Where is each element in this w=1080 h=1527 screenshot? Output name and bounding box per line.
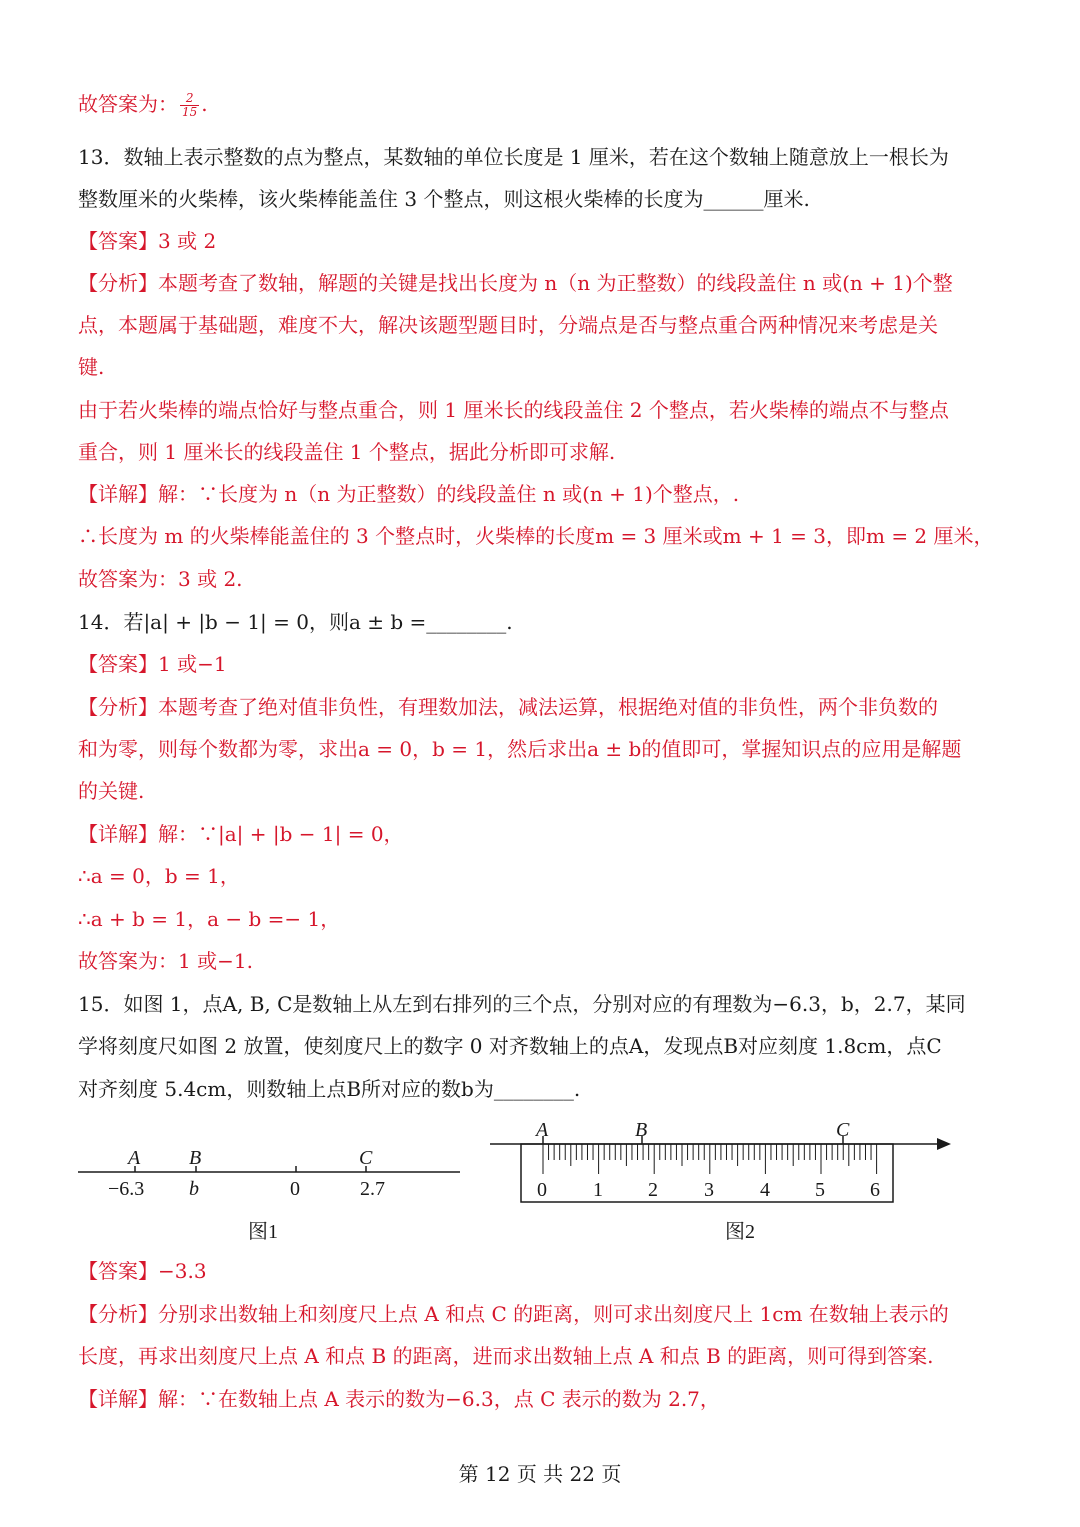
line-text: 【详解】解：∵在数轴上点 A 表示的数为−6.3，点 C 表示的数为 2.7， xyxy=(78,1387,720,1411)
line-text: 【详解】解：∵长度为 n（n 为正整数）的线段盖住 n 或(n + 1)个整点，. xyxy=(78,482,740,506)
text-line xyxy=(78,1342,1008,1370)
ruler-num-5: 5 xyxy=(815,1179,825,1201)
ruler-num-0: 0 xyxy=(537,1179,547,1201)
ruler-num-2: 2 xyxy=(648,1179,658,1201)
fraction-denominator: 15 xyxy=(182,105,198,119)
text-line xyxy=(78,396,1008,424)
line-text: ∴长度为 m 的火柴棒能盖住的 3 个整点时，火柴棒的长度m = 3 厘米或m + 1 = 3，即m = 2 厘米， xyxy=(78,524,994,548)
line-text: 【答案】3 或 2 xyxy=(78,229,217,253)
text-line xyxy=(78,1075,1008,1103)
line-text: 故答案为：3 或 2. xyxy=(78,567,243,591)
ruler-ticks xyxy=(543,1144,877,1174)
line-text: 15．如图 1，点A, B, C是数轴上从左到右排列的三个点，分别对应的有理数为−6.3，b，2.7，某同 xyxy=(78,992,966,1016)
text-line xyxy=(78,480,1008,508)
text-line xyxy=(78,608,1008,636)
line-text: 故答案为：1 或−1. xyxy=(78,949,253,973)
text-line xyxy=(78,905,1008,933)
text-line xyxy=(78,1385,1008,1413)
fig1-caption: 图1 xyxy=(248,1221,278,1243)
text-line xyxy=(78,565,1008,593)
text-line xyxy=(78,185,1008,213)
text-line xyxy=(78,947,1008,975)
line-text: 14．若|a| + |b − 1| = 0，则a ± b =________. xyxy=(78,610,513,634)
line-text: 重合，则 1 厘米长的线段盖住 1 个整点，据此分析即可求解. xyxy=(78,440,616,464)
line-text: 【详解】解：∵|a| + |b − 1| = 0， xyxy=(78,822,404,846)
text-line xyxy=(78,735,1008,763)
fig1-value-b: b xyxy=(189,1178,199,1200)
text-line xyxy=(78,1257,1008,1285)
line-text: ∴a = 0，b = 1， xyxy=(78,864,240,888)
fig2-label-a: A xyxy=(536,1119,549,1141)
text-line xyxy=(78,227,1008,255)
line-text: 由于若火柴棒的端点恰好与整点重合，则 1 厘米长的线段盖住 2 个整点，若火柴棒的端点不与整点 xyxy=(78,398,949,422)
text-line xyxy=(78,311,1008,339)
fraction xyxy=(180,92,199,119)
ruler-num-4: 4 xyxy=(760,1179,770,1201)
text-line xyxy=(78,693,1008,721)
fig2-caption: 图2 xyxy=(725,1221,755,1243)
text-line xyxy=(78,143,1008,171)
text-line xyxy=(78,777,1008,805)
text-line xyxy=(78,1032,1008,1060)
fig1-value-c: 2.7 xyxy=(360,1178,385,1200)
fig1-label-a: A xyxy=(128,1147,141,1169)
fig1-label-c: C xyxy=(359,1147,373,1169)
fig1-value-a: −6.3 xyxy=(108,1178,145,1200)
line-text: 【答案】1 或−1 xyxy=(78,652,227,676)
line-text: 和为零，则每个数都为零，求出a = 0，b = 1，然后求出a ± b的值即可，掌握知识点的应用是解题 xyxy=(78,737,962,761)
fig2-label-c: C xyxy=(836,1119,850,1141)
line-text: 【答案】−3.3 xyxy=(78,1259,207,1283)
text-line xyxy=(78,862,1008,890)
line-text: 点，本题属于基础题，难度不大，解决该题型题目时，分端点是否与整点重合两种情况来考虑是关 xyxy=(78,313,938,337)
line-text: 13．数轴上表示整数的点为整点，某数轴的单位长度是 1 厘米，若在这个数轴上随意放上一根长为 xyxy=(78,145,949,169)
text-line xyxy=(78,1300,1008,1328)
text-line xyxy=(78,90,1008,119)
line-text: 整数厘米的火柴棒，该火柴棒能盖住 3 个整点，则这根火柴棒的长度为______厘米. xyxy=(78,187,810,211)
fig1-label-b: B xyxy=(189,1147,202,1169)
text-line xyxy=(78,990,1008,1018)
line-text: 对齐刻度 5.4cm，则数轴上点B所对应的数b为________. xyxy=(78,1077,581,1101)
page-footer: 第 12 页 共 22 页 xyxy=(458,1462,622,1486)
text-line xyxy=(78,269,1008,297)
text-line xyxy=(78,353,1008,381)
fig2-label-b: B xyxy=(635,1119,648,1141)
text-line xyxy=(78,820,1008,848)
line-text: 故答案为： xyxy=(78,92,178,116)
ruler-num-1: 1 xyxy=(593,1179,603,1201)
ruler-num-3: 3 xyxy=(704,1179,714,1201)
figure-1-number-line xyxy=(70,1135,470,1250)
line-text: 的关键. xyxy=(78,779,145,803)
text-line xyxy=(78,438,1008,466)
figure-2-ruler xyxy=(485,1112,960,1252)
line-text: 键. xyxy=(78,355,105,379)
line-text: ∴a + b = 1，a − b =− 1， xyxy=(78,907,341,931)
line-text: 学将刻度尺如图 2 放置，使刻度尺上的数字 0 对齐数轴上的点A，发现点B对应刻度 1.8cm，点C xyxy=(78,1034,942,1058)
fraction-numerator: 2 xyxy=(180,92,199,106)
fig1-value-zero: 0 xyxy=(290,1178,300,1200)
ruler-num-6: 6 xyxy=(870,1179,880,1201)
text-line xyxy=(78,522,1008,550)
line-text: 【分析】分别求出数轴上和刻度尺上点 A 和点 C 的距离，则可求出刻度尺上 1cm 在数轴上表示的 xyxy=(78,1302,949,1326)
line-text: 【分析】本题考查了绝对值非负性，有理数加法，减法运算，根据绝对值的非负性，两个非负数的 xyxy=(78,695,938,719)
text-line xyxy=(78,650,1008,678)
line-text: 【分析】本题考查了数轴，解题的关键是找出长度为 n（n 为正整数）的线段盖住 n 或(n + 1)个整 xyxy=(78,271,953,295)
line-suffix: . xyxy=(201,92,208,116)
line-text: 长度，再求出刻度尺上点 A 和点 B 的距离，进而求出数轴上点 A 和点 B 的距离，则可得到答案. xyxy=(78,1344,934,1368)
